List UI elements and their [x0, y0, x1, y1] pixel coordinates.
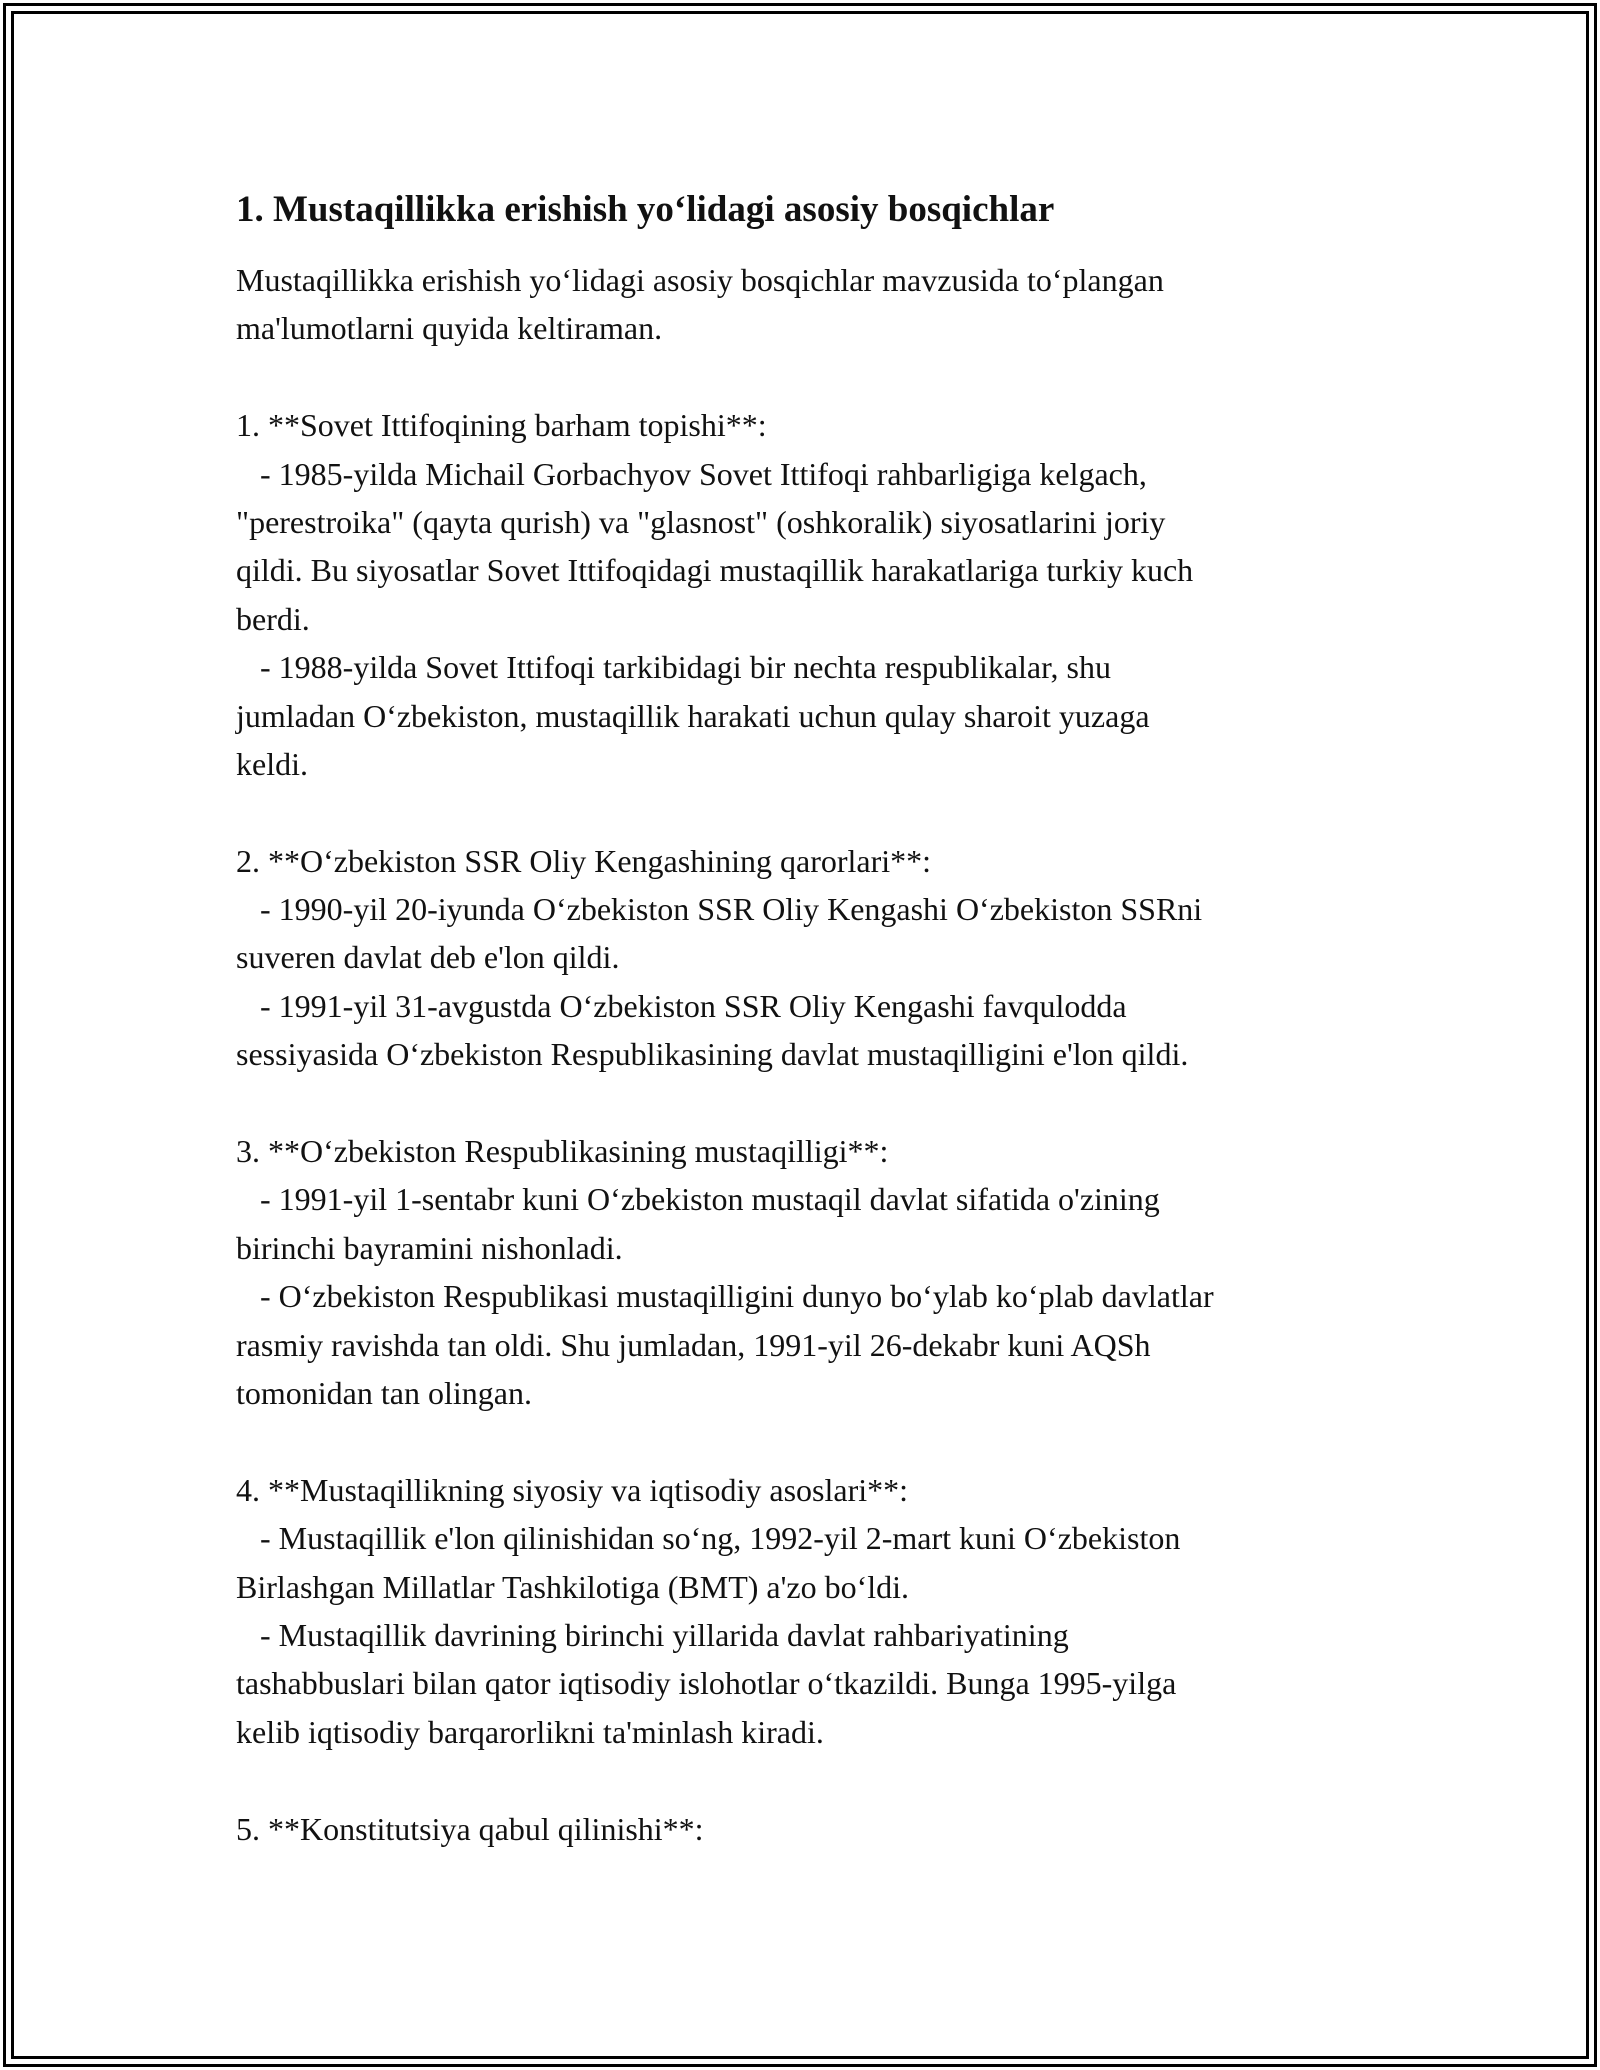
- section-title: 3. **O‘zbekiston Respublikasining mustaqilligi**:: [236, 1133, 889, 1170]
- intro-line: ma'lumotlarni quyida keltiraman.: [236, 310, 663, 347]
- section-1: [236, 401, 1366, 788]
- paragraph-spacer: [236, 1417, 1366, 1465]
- section-line: - Mustaqillik davrining birinchi yillarida davlat rahbariyatining: [236, 1616, 1069, 1653]
- intro-line: Mustaqillikka erishish yo‘lidagi asosiy bosqichlar mavzusida to‘plangan: [236, 262, 1164, 298]
- document-heading: 1. Mustaqillikka erishish yo‘lidagi asosiy bosqichlar: [236, 189, 1055, 230]
- section-title: 4. **Mustaqillikning siyosiy va iqtisodiy asoslari**:: [236, 1471, 908, 1508]
- paragraph-spacer: [236, 1079, 1366, 1127]
- section-title: 2. **O‘zbekiston SSR Oliy Kengashining qarorlari**:: [236, 842, 932, 879]
- section-4: [236, 1466, 1366, 1756]
- section-2: [236, 837, 1366, 1079]
- section-line: jumladan O‘zbekiston, mustaqillik harakati uchun qulay sharoit yuzaga: [236, 697, 1150, 734]
- paragraph-spacer: [236, 353, 1366, 401]
- section-line: kelib iqtisodiy barqarorlikni ta'minlash kiradi.: [236, 1713, 824, 1750]
- section-line: - 1985-yilda Michail Gorbachyov Sovet Ittifoqi rahbarligiga kelgach,: [236, 455, 1147, 492]
- section-line: tashabbuslari bilan qator iqtisodiy islohotlar o‘tkazildi. Bunga 1995-yilga: [236, 1665, 1177, 1702]
- document-body: [236, 186, 1366, 1853]
- section-line: Birlashgan Millatlar Tashkilotiga (BMT) a'zo bo‘ldi.: [236, 1568, 910, 1605]
- section-5: [236, 1805, 1366, 1853]
- section-line: - O‘zbekiston Respublikasi mustaqilligini dunyo bo‘ylab ko‘plab davlatlar: [236, 1278, 1214, 1315]
- section-title: 1. **Sovet Ittifoqining barham topishi**:: [236, 407, 767, 444]
- section-line: qildi. Bu siyosatlar Sovet Ittifoqidagi mustaqillik harakatlariga turkiy kuch: [236, 552, 1194, 589]
- section-line: - 1990-yil 20-iyunda O‘zbekiston SSR Oliy Kengashi O‘zbekiston SSRni: [236, 891, 1203, 928]
- paragraph-spacer: [236, 788, 1366, 836]
- section-line: suveren davlat deb e'lon qildi.: [236, 939, 620, 976]
- intro-paragraph: [236, 256, 1366, 353]
- paragraph-spacer: [236, 1756, 1366, 1804]
- section-line: berdi.: [236, 600, 310, 637]
- section-line: rasmiy ravishda tan oldi. Shu jumladan, 1991-yil 26-dekabr kuni AQSh: [236, 1326, 1151, 1363]
- section-line: - 1988-yilda Sovet Ittifoqi tarkibidagi bir nechta respublikalar, shu: [236, 649, 1111, 686]
- section-line: birinchi bayramini nishonladi.: [236, 1229, 623, 1266]
- section-line: - 1991-yil 31-avgustda O‘zbekiston SSR Oliy Kengashi favqulodda: [236, 987, 1127, 1024]
- section-title: 5. **Konstitutsiya qabul qilinishi**:: [236, 1810, 704, 1847]
- section-line: "perestroika" (qayta qurish) va "glasnost" (oshkoralik) siyosatlarini joriy: [236, 503, 1166, 540]
- section-line: keldi.: [236, 745, 308, 782]
- section-line: - Mustaqillik e'lon qilinishidan so‘ng, 1992-yil 2-mart kuni O‘zbekiston: [236, 1520, 1181, 1557]
- section-line: - 1991-yil 1-sentabr kuni O‘zbekiston mustaqil davlat sifatida o'zining: [236, 1181, 1160, 1218]
- section-3: [236, 1127, 1366, 1417]
- section-line: tomonidan tan olingan.: [236, 1374, 532, 1411]
- section-line: sessiyasida O‘zbekiston Respublikasining davlat mustaqilligini e'lon qildi.: [236, 1036, 1189, 1073]
